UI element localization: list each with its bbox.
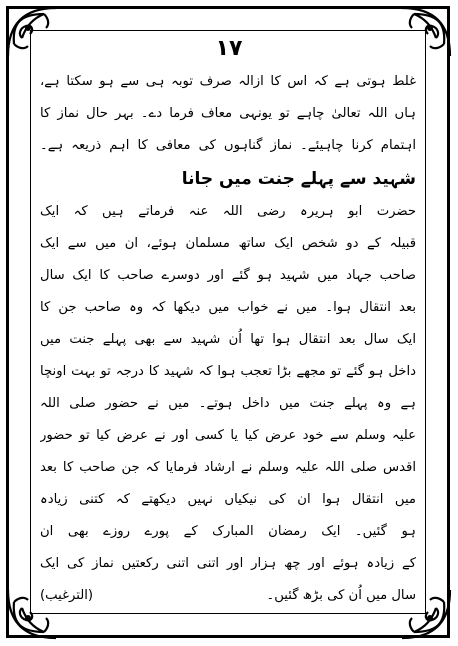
text-line: ایک سال بعد انتقال ہوا تھا اُن شہید سے بھی پہلے جنت میں xyxy=(40,332,416,347)
section-heading: شہید سے پہلے جنت میں جانا xyxy=(181,169,416,189)
text-line: بعد انتقال ہوا۔ میں نے خواب میں دیکھا کہ وہ صاحب جن کا xyxy=(40,300,416,315)
source-citation: (الترغیب) xyxy=(40,588,94,603)
text-line: صاحب جہاد میں شہید ہو گئے اور دوسرے صاحب کا ایک سال xyxy=(40,268,416,283)
text-line: ہو گئیں۔ ایک رمضان المبارک کے پورے روزے بھی ان xyxy=(40,524,416,539)
text-line: ہے وہ پہلے جنت میں داخل ہوتے۔ میں نے حضور صلی اللہ xyxy=(40,396,416,411)
page-body xyxy=(40,66,416,612)
text-line: غلط ہوتی ہے کہ اس کا ازالہ صرف توبہ ہی سے ہو سکتا ہے، xyxy=(40,74,416,89)
text-line: داخل ہو گئے تو مجھے بڑا تعجب ہوا کہ شہید کا درجہ تو بہت اونچا xyxy=(40,364,416,379)
text-line: اقدس صلی اللہ علیہ وسلم نے ارشاد فرمایا کہ جن صاحب کا بعد xyxy=(40,460,416,475)
final-line xyxy=(40,580,416,612)
text-line: قبیلہ کے دو شخص ایک ساتھ مسلمان ہوئے، ان میں سے ایک xyxy=(40,236,416,251)
text-line: اہتمام کرنا چاہیئے۔ نماز گناہوں کی معافی کا اہم ذریعہ ہے۔ xyxy=(40,138,416,153)
page-number: ۱۷ xyxy=(215,36,243,61)
text-line: میں انتقال ہوا ان کی نیکیاں نہیں دیکھتے کہ کتنی زیادہ xyxy=(40,492,416,507)
text-line: حضرت ابو ہریرہ رضی اللہ عنہ فرماتے ہیں کہ ایک xyxy=(40,204,416,219)
text-line: علیہ وسلم سے خود عرض کیا یا کسی اور نے عرض کیا تو حضور xyxy=(40,428,416,443)
text-line: ہاں اللہ تعالیٰ چاہے تو یونہی معاف فرما دے۔ بہر حال نماز کا xyxy=(40,106,416,121)
text-line: کے زیادہ ہوئے اور چھ ہزار اور اتنی اتنی رکعتیں نماز کی ایک xyxy=(40,556,416,571)
last-text-line: سال میں اُن کی بڑھ گئیں۔ xyxy=(266,588,416,603)
